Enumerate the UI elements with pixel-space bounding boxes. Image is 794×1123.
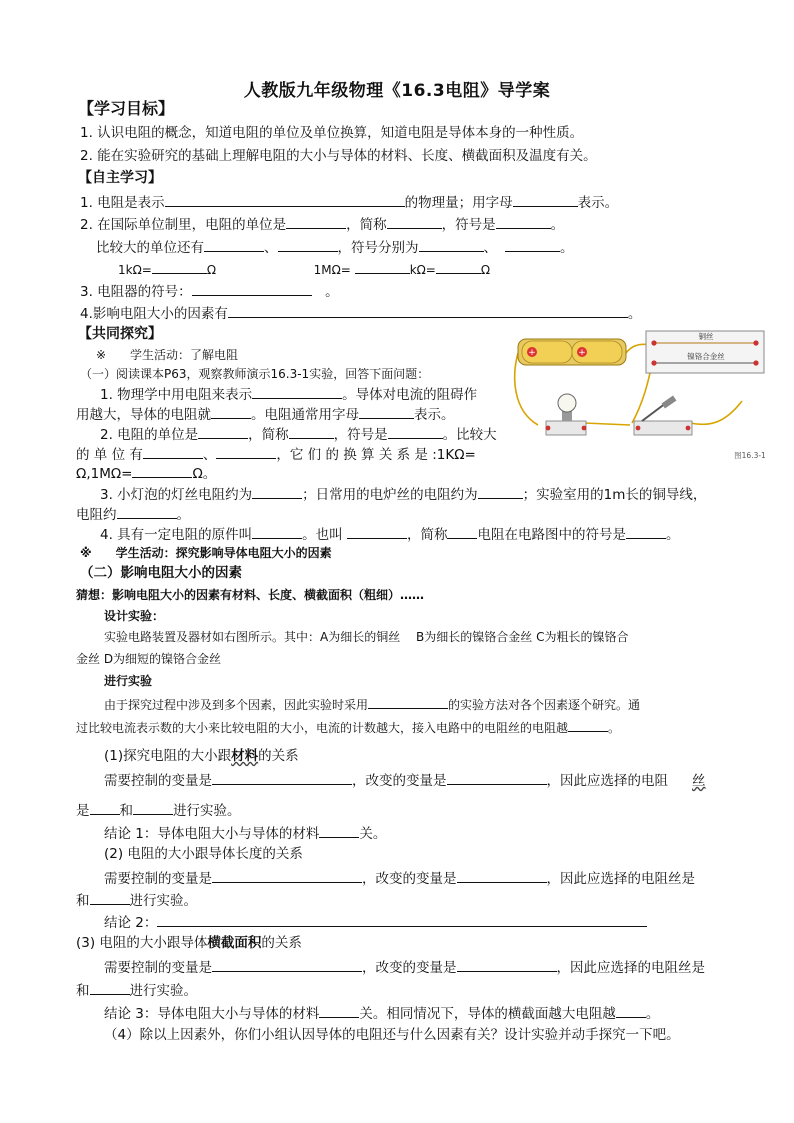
p4-text: 。 — [665, 527, 680, 543]
step1-text: ，因此应选择的电阻 — [546, 773, 668, 789]
figure-label: 铜丝 — [698, 332, 714, 341]
blank[interactable] — [192, 281, 312, 296]
step3-heading-part: (3) 电阻的大小跟导体 — [76, 935, 208, 951]
q1-text: 1. 电阻是表示 — [80, 195, 165, 211]
step2-line — [104, 868, 695, 888]
part2-heading: （二）影响电阻大小的因素 — [80, 565, 242, 581]
part1-q2-cont — [76, 444, 476, 464]
q1-text: 表示。 — [577, 195, 619, 211]
step3-text: ，因此应选择的电阻丝是 — [556, 960, 705, 976]
p3-text: 。 — [176, 507, 190, 523]
c3-text: 结论 3：导体电阻大小与导体的材料 — [104, 1006, 320, 1022]
conv-text: kΩ= — [409, 263, 436, 277]
blank[interactable] — [505, 237, 560, 252]
step2-line-cont — [76, 890, 197, 910]
blank[interactable] — [90, 890, 130, 905]
blank[interactable] — [252, 384, 342, 399]
guess-text: 猜想：影响电阻大小的因素有材料、长度、横截面积（粗细）…… — [76, 588, 425, 602]
q2-text: ，简称 — [346, 217, 387, 233]
step1-text: 是 — [76, 803, 90, 819]
blank[interactable] — [212, 957, 362, 972]
c1-text: 结论 1：导体电阻大小与导体的材料 — [104, 826, 320, 842]
blank[interactable] — [616, 1003, 646, 1018]
q1-text: 的物理量；用字母 — [404, 195, 513, 211]
step1-heading-part: 材料 — [231, 748, 259, 764]
part1-q2 — [100, 424, 497, 444]
p4-text: ，简称 — [406, 527, 448, 543]
blank[interactable] — [216, 444, 276, 459]
blank[interactable] — [355, 259, 410, 274]
terminal-icon — [753, 340, 758, 345]
part1-q4 — [100, 524, 679, 544]
p1-text: 用越大，导体的电阻就 — [76, 407, 211, 423]
blank[interactable] — [157, 912, 647, 927]
p2-text: Ω,1MΩ= — [76, 466, 133, 482]
plus-sign: + — [578, 348, 586, 358]
conv-text: 1kΩ= — [118, 263, 152, 277]
q4-text: 4.影响电阻大小的因素有 — [80, 306, 228, 322]
run-text-part: 过比较电流表示数的大小来比较电阻的大小，电流的计数越大，接入电路中的电阻丝的电阻越 — [76, 721, 569, 735]
terminal-icon — [651, 340, 656, 345]
activity-2: ※ 学生活动：探究影响导体电阻大小的因素 — [80, 546, 332, 560]
p2-text: ，简称 — [248, 427, 289, 443]
step1-line-cont — [76, 800, 241, 820]
wire — [690, 401, 742, 424]
self-study-q4 — [80, 303, 641, 323]
p2-text: 、 — [202, 447, 217, 463]
p4-text: 4. 具有一定电阻的原件叫 — [100, 527, 253, 543]
run-text-part: 由于探究过程中涉及到多个因素，因此实验时采用 — [104, 698, 369, 712]
terminal-icon — [546, 426, 551, 431]
explore-heading: 【共同探究】 — [78, 326, 162, 342]
q3-text: 。 — [325, 284, 339, 300]
q2-text: 2. 在国际单位制里，电阻的单位是 — [80, 217, 287, 233]
p2-text: 的 单 位 有 — [76, 447, 143, 463]
step1-text: 进行实验。 — [173, 803, 241, 819]
p3-text: ；实验室用的1m长的铜导线， — [522, 487, 707, 503]
p3-text: 电阻约 — [76, 507, 117, 523]
blank[interactable] — [457, 957, 557, 972]
blank[interactable] — [419, 237, 484, 252]
p2-text: ，符号是 — [333, 427, 388, 443]
blank[interactable] — [252, 484, 302, 499]
step3-text: 需要控制的变量是 — [104, 960, 212, 976]
conclusion-3 — [104, 1003, 659, 1023]
run-text-part: 。 — [608, 721, 621, 735]
run-text — [76, 717, 620, 737]
part1-q1 — [100, 384, 477, 404]
q4-text: 。 — [627, 306, 642, 322]
blank[interactable] — [447, 524, 477, 539]
step2-text: ，因此应选择的电阻丝是 — [546, 871, 695, 887]
step3-line — [104, 957, 705, 977]
blank[interactable] — [165, 192, 405, 207]
q2e-text: 比较大的单位还有 — [96, 240, 204, 256]
terminal-icon — [753, 360, 758, 365]
blank[interactable] — [152, 259, 207, 274]
switch-base — [634, 421, 692, 435]
blank[interactable] — [289, 424, 334, 439]
blank[interactable] — [568, 717, 608, 732]
step2-text: 和 — [76, 893, 90, 909]
step1-text: 丝 — [692, 773, 706, 789]
blank[interactable] — [212, 770, 352, 785]
q2-text: 。 — [550, 217, 565, 233]
blank[interactable] — [211, 404, 251, 419]
step3-line-cont — [76, 980, 197, 1000]
p1-text: 1. 物理学中用电阻来表示 — [100, 387, 253, 403]
wire — [584, 423, 630, 425]
unit-conversion — [118, 259, 490, 279]
blank[interactable] — [436, 259, 481, 274]
p1-text: 表示。 — [414, 407, 455, 423]
step3-heading-part: 的关系 — [261, 935, 302, 951]
goal-item: 2. 能在实验研究的基础上理解电阻的大小与导体的材料、长度、横截面积及温度有关。 — [80, 148, 597, 164]
terminal-icon — [651, 360, 656, 365]
figure-caption: 图16.3-1 — [734, 451, 766, 460]
blank[interactable] — [319, 1003, 359, 1018]
blank[interactable] — [388, 424, 443, 439]
blank[interactable] — [447, 770, 547, 785]
p3-text: 3. 小灯泡的灯丝电阻约为 — [100, 487, 253, 503]
blank[interactable] — [117, 504, 177, 519]
q2e-text: 、 — [483, 240, 497, 256]
blank[interactable] — [626, 524, 666, 539]
conv-text: 1MΩ= — [313, 263, 351, 277]
blank[interactable] — [347, 524, 407, 539]
self-study-q2 — [80, 214, 564, 234]
p3-text: ；日常用的电炉丝的电阻约为 — [302, 487, 478, 503]
p2-text: 2. 电阻的单位是 — [100, 427, 199, 443]
page-title: 人教版九年级物理《16.3电阻》导学案 — [243, 81, 551, 101]
blank[interactable] — [204, 237, 264, 252]
blank[interactable] — [198, 424, 248, 439]
design-text: 实验电路装置及器材如右图所示。其中：A为细长的铜丝 B为细长的镍铬合金丝 C为粗长的镍铬合 — [104, 630, 629, 644]
p2-text: ，它 们 的 换 算 关 系 是 :1KΩ= — [276, 447, 476, 463]
blank[interactable] — [496, 214, 551, 229]
step1-text: 和 — [119, 803, 133, 819]
step3-text: ，改变的变量是 — [362, 960, 457, 976]
c1-text: 关。 — [359, 826, 387, 842]
step3-heading — [76, 934, 302, 952]
q2e-text: 、 — [264, 240, 278, 256]
run-text — [104, 694, 640, 714]
step3-text: 和 — [76, 983, 90, 999]
circuit-figure — [510, 325, 772, 465]
plus-sign: + — [528, 348, 536, 358]
conclusion-1 — [104, 823, 386, 843]
step2-text: 需要控制的变量是 — [104, 871, 212, 887]
blank[interactable] — [228, 303, 628, 318]
q2-text: ，符号是 — [441, 217, 496, 233]
blank[interactable] — [457, 868, 547, 883]
blank[interactable] — [212, 868, 362, 883]
self-study-q2-extra — [96, 237, 574, 257]
bulb-icon — [558, 394, 576, 412]
c3-text: 。 — [645, 1006, 660, 1022]
blank[interactable] — [90, 980, 130, 995]
terminal-icon — [582, 426, 587, 431]
step1-line — [104, 770, 706, 790]
part1-q1-cont — [76, 404, 455, 424]
q2e-text: ，符号分别为 — [337, 240, 419, 256]
conv-text: Ω — [480, 263, 491, 277]
step1-heading-part: (1)探究电阻的大小跟 — [104, 748, 232, 764]
step2-heading: (2) 电阻的大小跟导体长度的关系 — [104, 846, 303, 862]
c3-text: 关。相同情况下，导体的横截面越大电阻越 — [359, 1006, 616, 1022]
blank[interactable] — [478, 484, 523, 499]
blank[interactable] — [368, 694, 448, 709]
blank[interactable] — [143, 444, 203, 459]
blank[interactable] — [252, 524, 302, 539]
step1-text: 需要控制的变量是 — [104, 773, 212, 789]
part1-q3 — [100, 484, 706, 504]
step2-text: ，改变的变量是 — [362, 871, 457, 887]
blank[interactable] — [286, 214, 346, 229]
step1-heading — [104, 747, 299, 765]
part1-q2-cont2 — [76, 463, 216, 483]
blank[interactable] — [319, 823, 359, 838]
switch-lever — [642, 403, 666, 421]
goal-item: 1. 认识电阻的概念，知道电阻的单位及单位换算，知道电阻是导体本身的一种性质。 — [80, 125, 584, 141]
bulb-base — [546, 421, 586, 435]
step1-heading-part: 的关系 — [258, 748, 299, 764]
c2-text: 结论 2： — [104, 915, 158, 931]
figure-label: 镍铬合金丝 — [687, 352, 725, 361]
p4-text: 。也叫 — [302, 527, 343, 543]
terminal-icon — [636, 426, 641, 431]
self-study-q3 — [80, 281, 339, 301]
p4-text: 电阻在电路图中的符号是 — [477, 527, 626, 543]
activity-1: ※ 学生活动：了解电阻 — [96, 348, 239, 362]
part1-q3-cont — [76, 504, 190, 524]
step3-heading-part: 横截面积 — [207, 935, 262, 951]
terminal-icon — [686, 426, 691, 431]
blank[interactable] — [132, 463, 192, 478]
conv-text: Ω — [206, 263, 216, 277]
blank[interactable] — [387, 214, 442, 229]
run-text-part: 的实验方法对各个因素逐个研究。通 — [448, 698, 641, 712]
blank[interactable] — [133, 800, 173, 815]
goals-heading: 【学习目标】 — [78, 99, 175, 118]
step3-text: 进行实验。 — [129, 983, 197, 999]
design-text: 金丝 D为细短的镍铬合金丝 — [76, 652, 222, 666]
step2-text: 进行实验。 — [129, 893, 197, 909]
self-study-q1 — [80, 192, 618, 212]
run-heading: 进行实验 — [104, 674, 153, 688]
p2-text: 。比较大 — [442, 427, 497, 443]
p1-text: 。导体对电流的阻碍作 — [342, 387, 478, 403]
q3-text: 3. 电阻器的符号： — [80, 284, 192, 300]
conclusion-2 — [104, 912, 647, 932]
switch-handle — [662, 396, 677, 409]
design-heading: 设计实验： — [104, 609, 165, 623]
blank[interactable] — [90, 800, 120, 815]
blank[interactable] — [278, 237, 338, 252]
part1-heading: （一）阅读课本P63，观察教师演示16.3-1实验，回答下面问题： — [80, 367, 430, 381]
p2-text: Ω。 — [192, 466, 217, 482]
step1-text: ，改变的变量是 — [352, 773, 447, 789]
blank[interactable] — [513, 192, 578, 207]
q2e-text: 。 — [560, 240, 574, 256]
self-study-heading: 【自主学习】 — [78, 170, 162, 186]
blank[interactable] — [359, 404, 414, 419]
step4-question: （4）除以上因素外，你们小组认因导体的电阻还与什么因素有关？设计实验并动手探究一下吧。 — [104, 1027, 680, 1043]
p1-text: 。电阻通常用字母 — [251, 407, 359, 423]
